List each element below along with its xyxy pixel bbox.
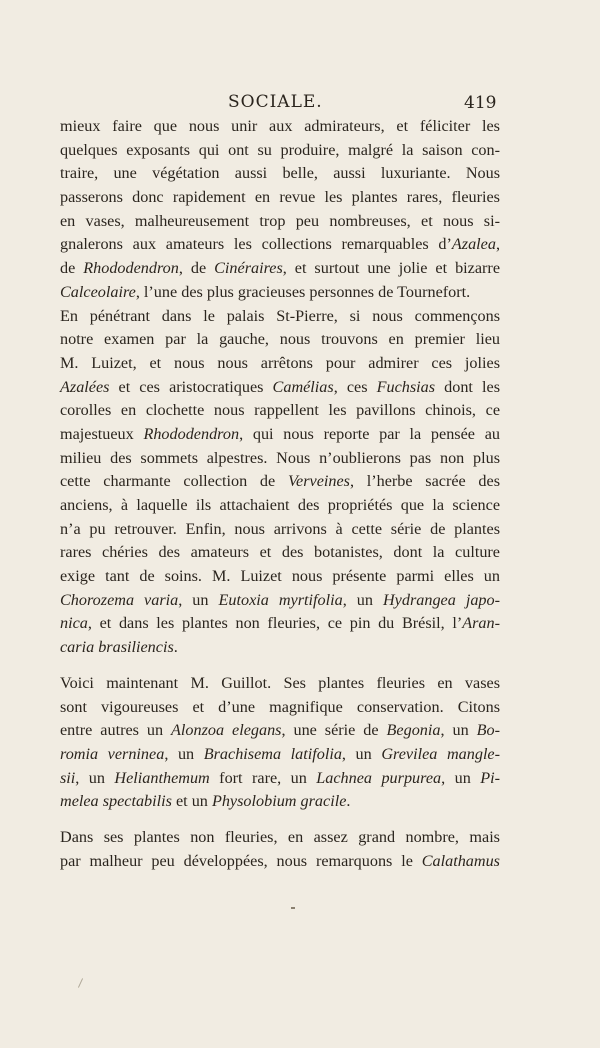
ink-speck	[291, 907, 295, 909]
text-line: Azalées et ces aristocratiques Camélias, ces Fuchsias dont les	[60, 377, 500, 396]
text-line: majestueux Rhododendron, qui nous reporte par la pensée au	[60, 424, 500, 443]
running-head-title: SOCIALE.	[228, 92, 323, 112]
text-line: en vases, malheureusement trop peu nombreuses, et nous si-	[60, 211, 500, 230]
text-line: traire, une végétation aussi belle, aussi luxuriante. Nous	[60, 164, 500, 183]
text-line: melea spectabilis et un Physolobium gracile.	[60, 792, 351, 811]
text-line: de Rhododendron, de Cinéraires, et surtout une jolie et bizarre	[60, 259, 500, 278]
text-line: anciens, à laquelle ils attachaient des propriétés que la science	[60, 496, 500, 514]
paragraph	[60, 305, 500, 660]
text-line: mieux faire que nous unir aux admirateurs, et féliciter les	[60, 117, 500, 135]
text-line: entre autres un Alonzoa elegans, une série de Begonia, un Bo-	[60, 721, 500, 740]
text-line: romia vernineа, un Brachisema latifolia, un Grevilea mangle-	[60, 744, 501, 763]
text-line: corolles en clochette nous rappellent les pavillons chinois, ce	[60, 401, 500, 420]
text-line: Voici maintenant M. Guillot. Ses plantes fleuries en vases	[60, 673, 500, 692]
text-line: gnalerons aux amateurs les collections remarquables d’Azalea,	[60, 235, 500, 254]
text-line: quelques exposants qui ont su produire, malgré la saison con-	[60, 140, 500, 159]
text-line: passerons donc rapidement en revue les plantes rares, fleuries	[60, 188, 500, 207]
text-line: rares chéries des amateurs et des botanistes, dont la culture	[60, 543, 500, 562]
paragraph-gap	[60, 814, 500, 826]
text-line: nica, et dans les plantes non fleuries, ce pin du Brésil, l’Aran-	[60, 614, 500, 633]
body-text	[60, 115, 500, 873]
text-line: En pénétrant dans le palais St-Pierre, si nous commençons	[60, 306, 500, 325]
text-line: n’a pu retrouver. Enfin, nous arrivons à cette série de plantes	[60, 519, 500, 538]
text-line: sont vigoureuses et d’une magnifique conservation. Citons	[60, 697, 500, 716]
text-line: Calceolaire, l’une des plus gracieuses personnes de Tournefort.	[60, 282, 471, 301]
text-line: Chorozema varia, un Eutoxia myrtifolia, un Hydrangea japo-	[60, 590, 500, 609]
text-line: Dans ses plantes non fleuries, en assez grand nombre, mais	[60, 827, 500, 846]
text-line: M. Luizet, et nous nous arrêtons pour admirer ces jolies	[60, 353, 500, 372]
paragraph	[60, 672, 500, 814]
text-line: exige tant de soins. M. Luizet nous présente parmi elles un	[60, 567, 500, 586]
text-line: sii, un Helianthemum fort rare, un Lachnea purpurea, un Pi-	[60, 768, 501, 787]
text-line: notre examen par la gauche, nous trouvons en premier lieu	[60, 330, 500, 349]
page-number: 419	[464, 93, 497, 113]
paragraph-gap	[60, 660, 500, 672]
paragraph	[60, 115, 500, 305]
text-line: milieu des sommets alpestres. Nous n’oublierons pas non plus	[60, 448, 500, 467]
ink-speck	[78, 978, 83, 987]
text-line: cette charmante collection de Verveines, l’herbe sacrée des	[60, 472, 501, 491]
text-line: caria brasiliencis.	[60, 638, 178, 657]
text-line: par malheur peu développées, nous remarquons le Calathamus	[60, 851, 500, 870]
paragraph	[60, 826, 500, 873]
